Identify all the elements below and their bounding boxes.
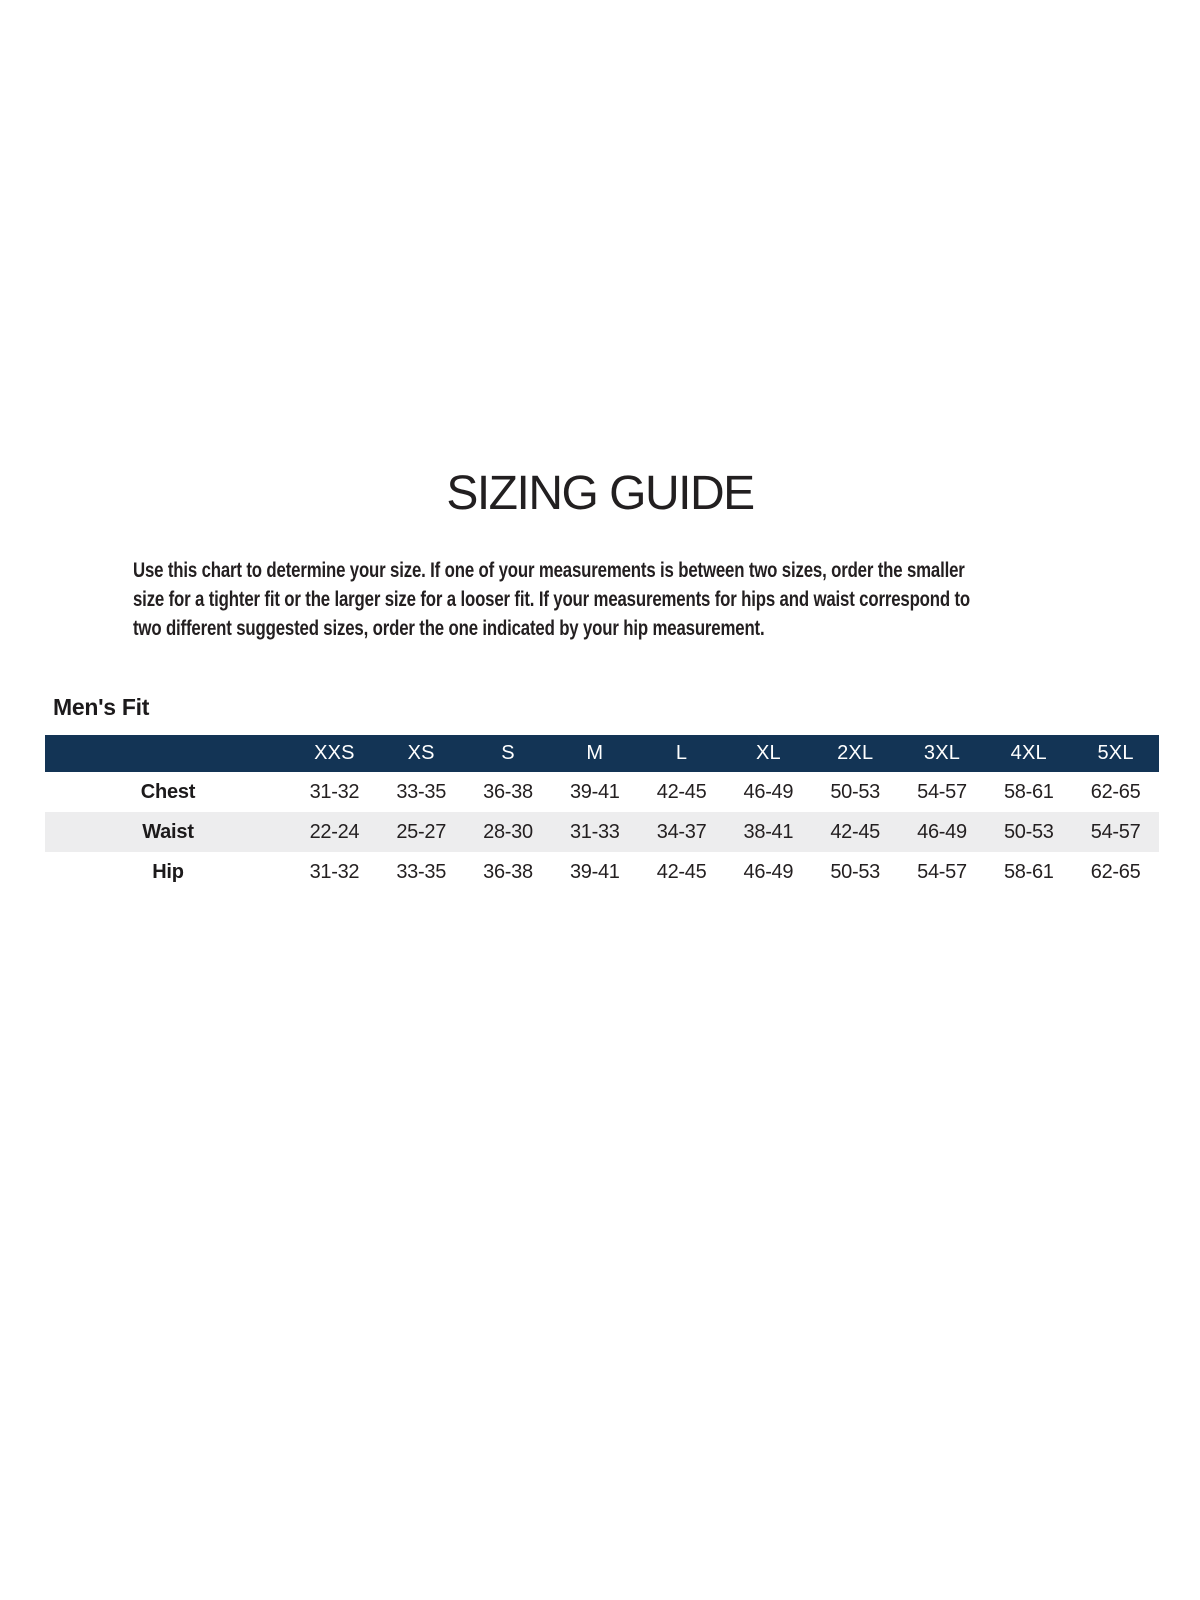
size-value-cell: 31-33 (569, 820, 620, 843)
size-value-cell: 42-45 (656, 860, 707, 883)
table-row (45, 852, 1159, 892)
size-value-cell: 28-30 (483, 820, 533, 843)
size-column-header: 2XL (812, 735, 899, 772)
size-value-cell: 33-35 (396, 860, 447, 883)
size-value-cell: 42-45 (656, 780, 707, 803)
size-value-cell: 50-53 (830, 860, 880, 883)
size-value-cell: 54-57 (917, 780, 967, 803)
sizing-table-header-row (45, 735, 1159, 772)
size-value-cell: 36-38 (483, 780, 533, 803)
size-value-cell: 22-24 (309, 820, 360, 843)
size-column-header: 4XL (985, 735, 1072, 772)
size-value-cell: 34-37 (656, 820, 707, 843)
size-column-header: XL (725, 735, 812, 772)
size-column-header: 5XL (1072, 735, 1159, 772)
size-value-cell: 62-65 (1090, 860, 1141, 883)
size-value-cell: 46-49 (743, 780, 794, 803)
size-value-cell: 58-61 (1003, 860, 1054, 883)
intro-line: Use this chart to determine your size. If one of your measurements is between two sizes, order the smaller (133, 559, 965, 582)
header-spacer-cell (45, 735, 291, 772)
intro-line: two different suggested sizes, order the one indicated by your hip measurement. (133, 617, 765, 640)
size-value-cell: 42-45 (830, 820, 880, 843)
size-value-cell: 54-57 (1090, 820, 1141, 843)
size-value-cell: 36-38 (483, 860, 533, 883)
size-value-cell: 31-32 (309, 780, 360, 803)
size-value-cell: 58-61 (1003, 780, 1054, 803)
size-value-cell: 46-49 (743, 860, 794, 883)
section-label-mens-fit: Men's Fit (53, 694, 150, 720)
size-value-cell: 50-53 (830, 780, 880, 803)
size-value-cell: 39-41 (569, 780, 620, 803)
intro-line: size for a tighter fit or the larger size for a looser fit. If your measurements for hips and waist correspond to (133, 588, 971, 611)
size-value-cell: 46-49 (917, 820, 967, 843)
size-value-cell: 54-57 (917, 860, 967, 883)
row-label: Waist (142, 820, 194, 843)
sizing-table-body (45, 772, 1159, 892)
size-column-header: 3XL (899, 735, 986, 772)
size-value-cell: 62-65 (1090, 780, 1141, 803)
sizing-table-head (45, 735, 1159, 772)
size-value-cell: 33-35 (396, 780, 447, 803)
intro-paragraph (133, 556, 970, 643)
row-label: Hip (152, 860, 184, 883)
row-label: Chest (140, 780, 196, 803)
table-row (45, 772, 1159, 812)
size-column-header: XS (378, 735, 465, 772)
size-column-header: L (638, 735, 725, 772)
size-column-header: XXS (291, 735, 378, 772)
size-value-cell: 31-32 (309, 860, 360, 883)
size-column-header: M (551, 735, 638, 772)
table-row (45, 812, 1159, 852)
size-value-cell: 39-41 (569, 860, 620, 883)
size-column-header: S (465, 735, 552, 772)
page-title: SIZING GUIDE (446, 467, 754, 520)
mens-fit-sizing-table (45, 735, 1159, 892)
size-value-cell: 38-41 (743, 820, 794, 843)
size-value-cell: 50-53 (1003, 820, 1054, 843)
size-value-cell: 25-27 (396, 820, 447, 843)
